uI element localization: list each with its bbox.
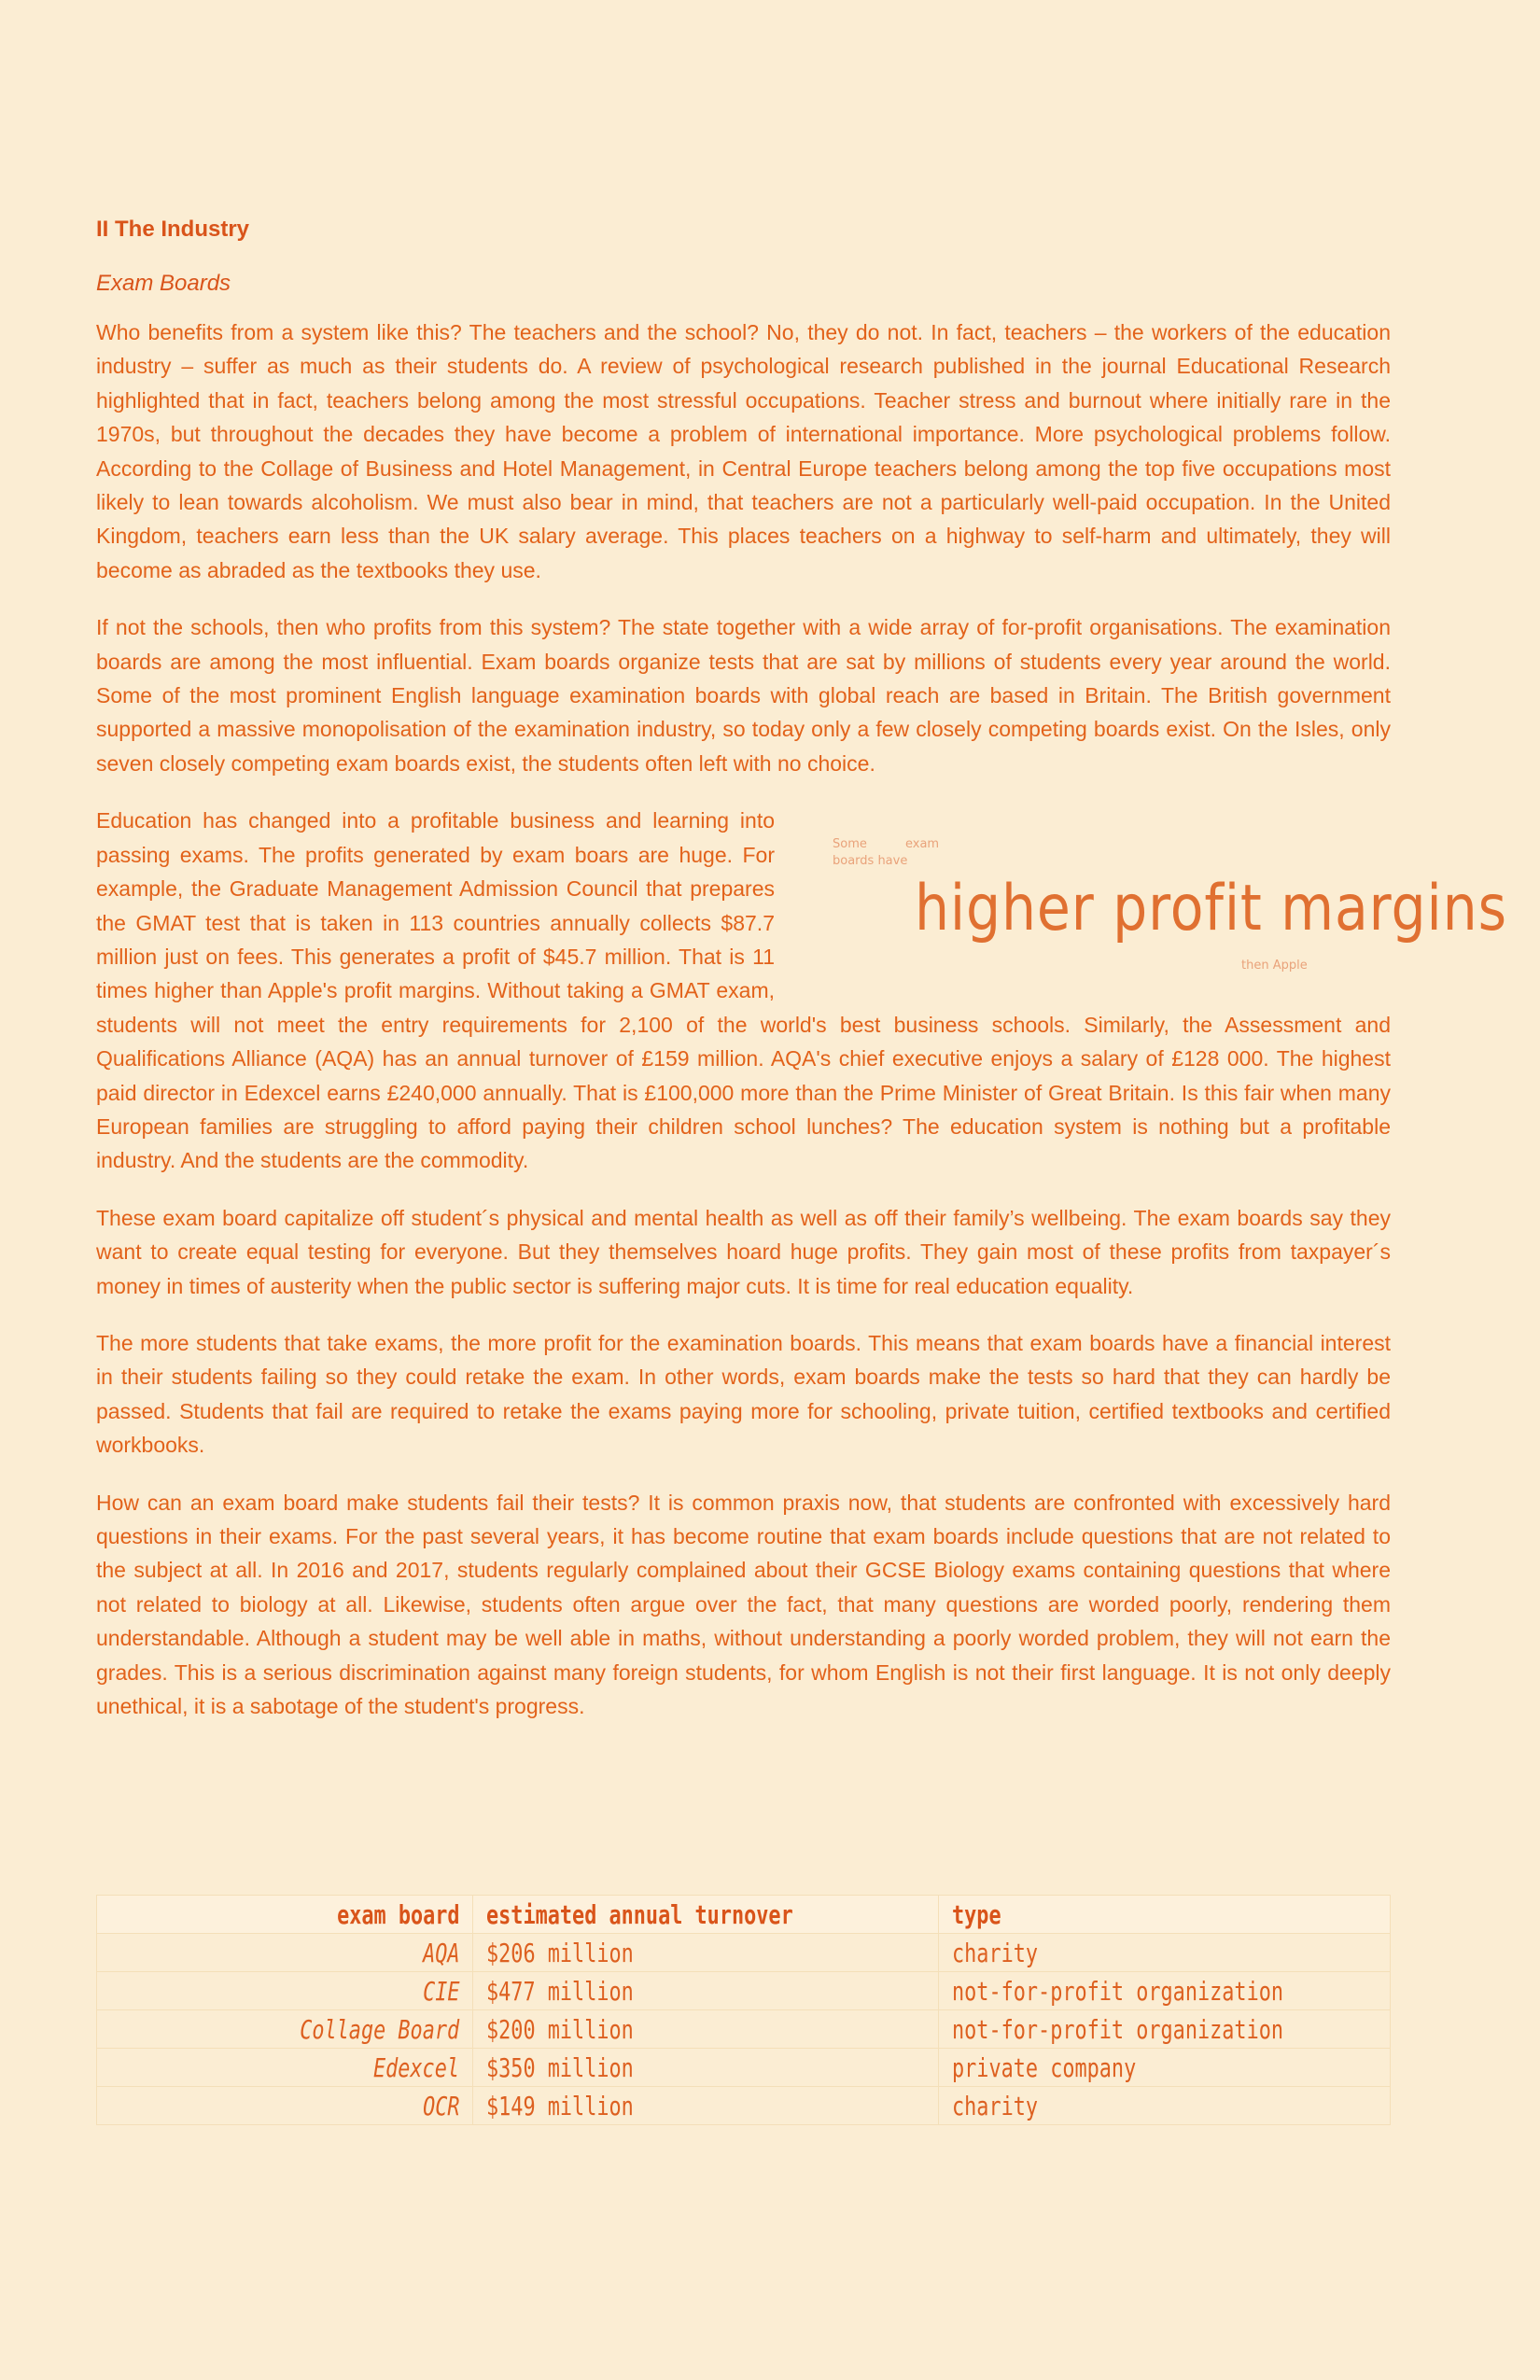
paragraph: Education has changed into a profitable business and learning into passing exams. The profits generated by exam boars are huge. For example, the Graduate Management Admission Council that prepares the GMAT test that is taken in 113 countries annually collects $87.7 million just on fees. This generates a profit of $45.7 million. That is 11 times higher than Apple's profit margins. Without taking a GMAT exam, students will not meet the entry requirements for 2,100 of the world's best business schools. Similarly, the Assessment and Qualifications Alliance (AQA) has an annual turnover of £159 million. AQA's chief executive enjoys a salary of £128 000. The highest paid director in Edexcel earns £240,000 annually. That is £100,000 more than the Prime Minister of Great Britain. Is this fair when many European families are struggling to afford paying their children school lunches? The education system is nothing but a profitable industry. And the students are the commodity.: [96, 808, 1391, 1173]
subsection-title: Exam Boards: [96, 271, 231, 296]
pull-quote-word: exam: [905, 837, 940, 852]
table-cell: $149 million: [473, 2087, 939, 2125]
column-header: type: [938, 1896, 1390, 1934]
pull-quote-headline: higher profit margins: [915, 872, 1507, 946]
table-header-row: [97, 1896, 1391, 1934]
table-row: [97, 1972, 1391, 2010]
pull-quote: [793, 804, 1507, 1000]
column-header: estimated annual turnover: [473, 1896, 939, 1934]
table-cell: not-for-profit organization: [938, 2010, 1390, 2049]
table-cell: $206 million: [473, 1934, 939, 1972]
table-cell: Collage Board: [97, 2010, 473, 2049]
section-title: II The Industry: [96, 217, 250, 242]
table-cell: CIE: [97, 1972, 473, 2010]
pull-quote-word: boards have: [833, 854, 908, 869]
table-cell: OCR: [97, 2087, 473, 2125]
paragraph: Who benefits from a system like this? The teachers and the school? No, they do not. In fact, teachers – the workers of the education industry – suffer as much as their students do. A review of psychological research published in the journal Educational Research highlighted that in fact, teachers belong among the most stressful occupations. Teacher stress and burnout where initially rare in the 1970s, but throughout the decades they have become a problem of international importance. More psychological problems follow. According to the Collage of Business and Hotel Management, in Central Europe teachers belong among the top five occupations most likely to lean towards alcoholism. We must also bear in mind, that teachers are not a particularly well-paid occupation. In the United Kingdom, teachers earn less than the UK salary average. This places teachers on a highway to self-harm and ultimately, they will become as abraded as the textbooks they use.: [96, 320, 1391, 582]
table-row: [97, 2049, 1391, 2087]
pull-quote-tail: then Apple: [1241, 959, 1308, 973]
table-row: [97, 2010, 1391, 2049]
table-cell: $477 million: [473, 1972, 939, 2010]
table-cell: Edexcel: [97, 2049, 473, 2087]
paragraph: The more students that take exams, the more profit for the examination boards. This means that exam boards have a financial interest in their students failing so they could retake the exam. In other words, exam boards make the tests so hard that they can hardly be passed. Students that fail are required to retake the exams paying more for schooling, private tuition, certified textbooks and certified workbooks.: [96, 1330, 1391, 1458]
exam-boards-table: [96, 1895, 1391, 2125]
paragraph: How can an exam board make students fail their tests? It is common praxis now, that students are confronted with excessively hard questions in their exams. For the past several years, it has become routine that exam boards include questions that are not related to the subject at all. In 2016 and 2017, students regularly complained about their GCSE Biology exams containing questions that where not related to biology at all. Likewise, students often argue over the fact, that many questions are worded poorly, rendering them understandable. Although a student may be well able in maths, without understanding a poorly worded problem, they will not earn the grades. This is a serious discrimination against many foreign students, for whom English is not their first language. It is not only deeply unethical, it is a sabotage of the student's progress.: [96, 1490, 1391, 1719]
paragraph: If not the schools, then who profits from this system? The state together with a wide array of for-profit organisations. The examination boards are among the most influential. Exam boards organize tests that are sat by millions of students every year around the world. Some of the most prominent English language examination boards with global reach are based in Britain. The British government supported a massive monopolisation of the examination industry, so today only a few closely competing boards exist. On the Isles, only seven closely competing exam boards exist, the students often left with no choice.: [96, 615, 1391, 776]
table-row: [97, 1934, 1391, 1972]
table-cell: not-for-profit organization: [938, 1972, 1390, 2010]
table-cell: AQA: [97, 1934, 473, 1972]
table-cell: charity: [938, 2087, 1390, 2125]
column-header: exam board: [97, 1896, 473, 1934]
paragraph: These exam board capitalize off student´s physical and mental health as well as off their family’s wellbeing. The exam boards say they want to create equal testing for everyone. But they themselves hoard huge profits. They gain most of these profits from taxpayer´s money in times of austerity when the public sector is suffering major cuts. It is time for real education equality.: [96, 1205, 1391, 1298]
table-cell: charity: [938, 1934, 1390, 1972]
pull-quote-word: Some: [833, 837, 867, 852]
table-cell: private company: [938, 2049, 1390, 2087]
table-cell: $350 million: [473, 2049, 939, 2087]
table-cell: $200 million: [473, 2010, 939, 2049]
table-row: [97, 2087, 1391, 2125]
